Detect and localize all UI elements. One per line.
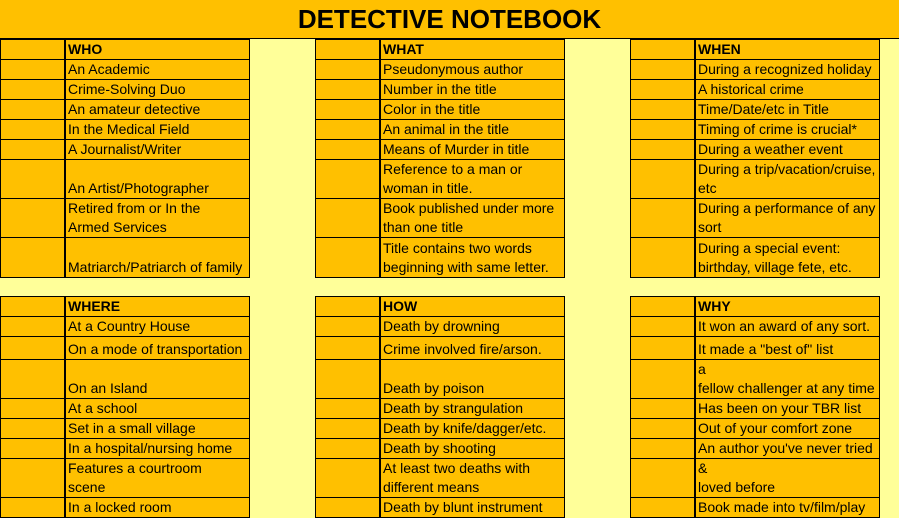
square-label: Retired from or In the Armed Services — [65, 198, 250, 238]
square-number-cell — [630, 418, 695, 439]
square-label: Book made into tv/film/play — [695, 497, 880, 518]
square-number-cell — [315, 497, 380, 518]
square-number-cell — [315, 418, 380, 439]
square-label: Pseudonymous author — [380, 59, 565, 80]
square-number-cell — [315, 99, 380, 120]
square-label: On a mode of transportation — [65, 336, 250, 360]
square-number-cell — [0, 159, 65, 199]
square-number-cell — [0, 418, 65, 439]
square-number-cell — [0, 359, 65, 399]
square-label: Features a courtroom scene — [65, 458, 250, 498]
square-number-cell — [0, 438, 65, 459]
square-label: An Academic — [65, 59, 250, 80]
square-number-cell — [315, 139, 380, 160]
square-number-cell — [0, 39, 65, 60]
square-number-cell — [0, 497, 65, 518]
section-header: WHEN — [695, 39, 880, 60]
square-label: At a Country House — [65, 316, 250, 337]
square-number-cell — [0, 398, 65, 419]
square-number-cell — [630, 458, 695, 498]
square-number-cell — [630, 296, 695, 317]
square-label: a fellow challenger at any time — [695, 359, 880, 399]
square-label: In a hospital/nursing home — [65, 438, 250, 459]
square-number-cell — [0, 316, 65, 337]
square-label: Death by shooting — [380, 438, 565, 459]
square-label: Death by strangulation — [380, 398, 565, 419]
square-label: Death by knife/dagger/etc. — [380, 418, 565, 439]
square-label: Color in the title — [380, 99, 565, 120]
square-number-cell — [315, 119, 380, 140]
square-label: An animal in the title — [380, 119, 565, 140]
square-label: A Journalist/Writer — [65, 139, 250, 160]
square-number-cell — [315, 198, 380, 238]
square-label: Matriarch/Patriarch of family — [65, 237, 250, 278]
square-label: An author you've never tried — [695, 438, 880, 459]
square-number-cell — [630, 139, 695, 160]
square-label: During a trip/vacation/cruise, etc — [695, 159, 880, 199]
square-label: At least two deaths with different means — [380, 458, 565, 498]
section-header: WHY — [695, 296, 880, 317]
square-label: Death by drowning — [380, 316, 565, 337]
section-header: WHO — [65, 39, 250, 60]
square-number-cell — [630, 237, 695, 278]
square-number-cell — [630, 336, 695, 360]
section-header: HOW — [380, 296, 565, 317]
square-label: & loved before — [695, 458, 880, 498]
square-number-cell — [630, 438, 695, 459]
square-label: Title contains two words beginning with same letter. — [380, 237, 565, 278]
square-number-cell — [0, 79, 65, 100]
square-label: A historical crime — [695, 79, 880, 100]
square-label: Book published under more than one title — [380, 198, 565, 238]
square-number-cell — [315, 159, 380, 199]
square-label: Out of your comfort zone — [695, 418, 880, 439]
square-number-cell — [0, 99, 65, 120]
square-label: Timing of crime is crucial* — [695, 119, 880, 140]
square-label: Has been on your TBR list — [695, 398, 880, 419]
square-number-cell — [0, 237, 65, 278]
square-label: Crime-Solving Duo — [65, 79, 250, 100]
square-number-cell — [315, 79, 380, 100]
square-number-cell — [315, 398, 380, 419]
square-number-cell — [0, 458, 65, 498]
square-label: Number in the title — [380, 79, 565, 100]
square-label: It won an award of any sort. — [695, 316, 880, 337]
square-number-cell — [630, 198, 695, 238]
square-number-cell — [630, 398, 695, 419]
square-number-cell — [315, 359, 380, 399]
square-number-cell — [0, 139, 65, 160]
square-label: It made a "best of" list — [695, 336, 880, 360]
square-number-cell — [315, 59, 380, 80]
square-number-cell — [315, 296, 380, 317]
square-number-cell — [630, 99, 695, 120]
square-label: At a school — [65, 398, 250, 419]
square-label: On an Island — [65, 359, 250, 399]
square-number-cell — [315, 316, 380, 337]
square-label: During a recognized holiday — [695, 59, 880, 80]
square-label: In the Medical Field — [65, 119, 250, 140]
square-number-cell — [315, 336, 380, 360]
square-number-cell — [630, 79, 695, 100]
square-number-cell — [630, 159, 695, 199]
square-label: Time/Date/etc in Title — [695, 99, 880, 120]
square-label: An amateur detective — [65, 99, 250, 120]
square-label: During a special event: birthday, village fete, etc. — [695, 237, 880, 278]
square-number-cell — [0, 198, 65, 238]
square-label: Death by poison — [380, 359, 565, 399]
square-number-cell — [0, 296, 65, 317]
square-number-cell — [315, 39, 380, 60]
square-number-cell — [315, 458, 380, 498]
section-header: WHERE — [65, 296, 250, 317]
square-label: During a performance of any sort — [695, 198, 880, 238]
square-label: Reference to a man or woman in title. — [380, 159, 565, 199]
square-number-cell — [630, 119, 695, 140]
square-number-cell — [0, 119, 65, 140]
square-number-cell — [630, 316, 695, 337]
square-number-cell — [630, 59, 695, 80]
square-label: An Artist/Photographer — [65, 159, 250, 199]
square-number-cell — [630, 359, 695, 399]
square-number-cell — [630, 497, 695, 518]
square-label: Set in a small village — [65, 418, 250, 439]
square-number-cell — [315, 438, 380, 459]
square-label: Death by blunt instrument — [380, 497, 565, 518]
square-label: Means of Murder in title — [380, 139, 565, 160]
square-label: During a weather event — [695, 139, 880, 160]
square-label: In a locked room — [65, 497, 250, 518]
square-number-cell — [0, 59, 65, 80]
square-label: Crime involved fire/arson. — [380, 336, 565, 360]
square-number-cell — [315, 237, 380, 278]
section-header: WHAT — [380, 39, 565, 60]
square-number-cell — [0, 336, 65, 360]
page-title: DETECTIVE NOTEBOOK — [0, 0, 899, 39]
square-number-cell — [630, 39, 695, 60]
